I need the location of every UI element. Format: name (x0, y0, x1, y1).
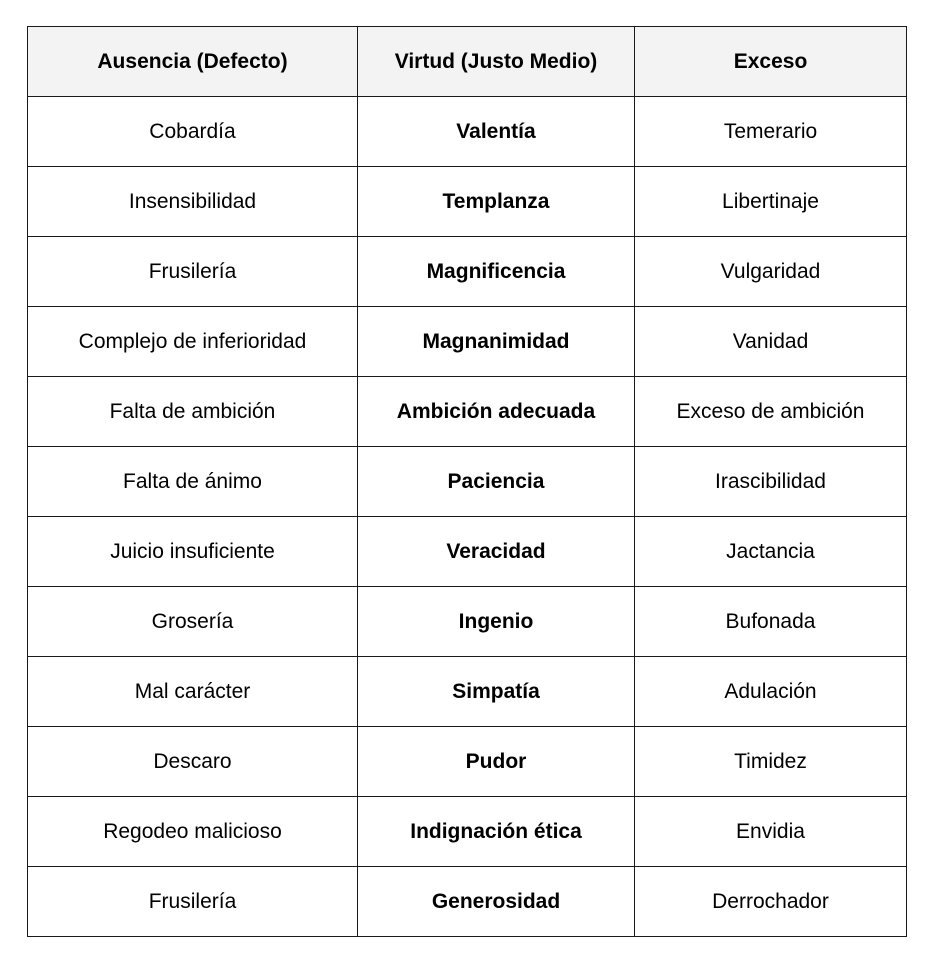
cell-virtue: Paciencia (358, 447, 635, 517)
cell-virtue: Generosidad (358, 867, 635, 937)
table-row (28, 797, 907, 867)
cell-defect: Complejo de inferioridad (28, 307, 358, 377)
header-virtue: Virtud (Justo Medio) (358, 27, 635, 97)
cell-defect: Falta de ánimo (28, 447, 358, 517)
table-row (28, 97, 907, 167)
table-row (28, 167, 907, 237)
cell-virtue: Valentía (358, 97, 635, 167)
cell-virtue: Indignación ética (358, 797, 635, 867)
cell-defect: Grosería (28, 587, 358, 657)
cell-virtue: Veracidad (358, 517, 635, 587)
table-body (28, 97, 907, 937)
cell-virtue: Pudor (358, 727, 635, 797)
cell-defect: Mal carácter (28, 657, 358, 727)
cell-excess: Exceso de ambición (635, 377, 907, 447)
table-row (28, 237, 907, 307)
table-row (28, 587, 907, 657)
cell-defect: Frusilería (28, 867, 358, 937)
cell-excess: Derrochador (635, 867, 907, 937)
cell-virtue: Simpatía (358, 657, 635, 727)
cell-excess: Jactancia (635, 517, 907, 587)
table-row (28, 307, 907, 377)
cell-virtue: Magnificencia (358, 237, 635, 307)
cell-excess: Bufonada (635, 587, 907, 657)
cell-excess: Envidia (635, 797, 907, 867)
header-excess: Exceso (635, 27, 907, 97)
table-row (28, 727, 907, 797)
table-row (28, 867, 907, 937)
cell-virtue: Magnanimidad (358, 307, 635, 377)
table-row (28, 447, 907, 517)
table-row (28, 517, 907, 587)
cell-defect: Descaro (28, 727, 358, 797)
cell-excess: Libertinaje (635, 167, 907, 237)
cell-defect: Juicio insuficiente (28, 517, 358, 587)
cell-excess: Irascibilidad (635, 447, 907, 517)
cell-virtue: Ambición adecuada (358, 377, 635, 447)
cell-virtue: Templanza (358, 167, 635, 237)
cell-excess: Vanidad (635, 307, 907, 377)
table-row (28, 657, 907, 727)
cell-virtue: Ingenio (358, 587, 635, 657)
table-row (28, 377, 907, 447)
header-row (28, 27, 907, 97)
cell-defect: Insensibilidad (28, 167, 358, 237)
cell-defect: Falta de ambición (28, 377, 358, 447)
virtues-table (27, 26, 907, 937)
cell-excess: Temerario (635, 97, 907, 167)
cell-defect: Regodeo malicioso (28, 797, 358, 867)
table-header (28, 27, 907, 97)
cell-excess: Timidez (635, 727, 907, 797)
cell-excess: Adulación (635, 657, 907, 727)
header-defect: Ausencia (Defecto) (28, 27, 358, 97)
cell-defect: Frusilería (28, 237, 358, 307)
cell-defect: Cobardía (28, 97, 358, 167)
cell-excess: Vulgaridad (635, 237, 907, 307)
